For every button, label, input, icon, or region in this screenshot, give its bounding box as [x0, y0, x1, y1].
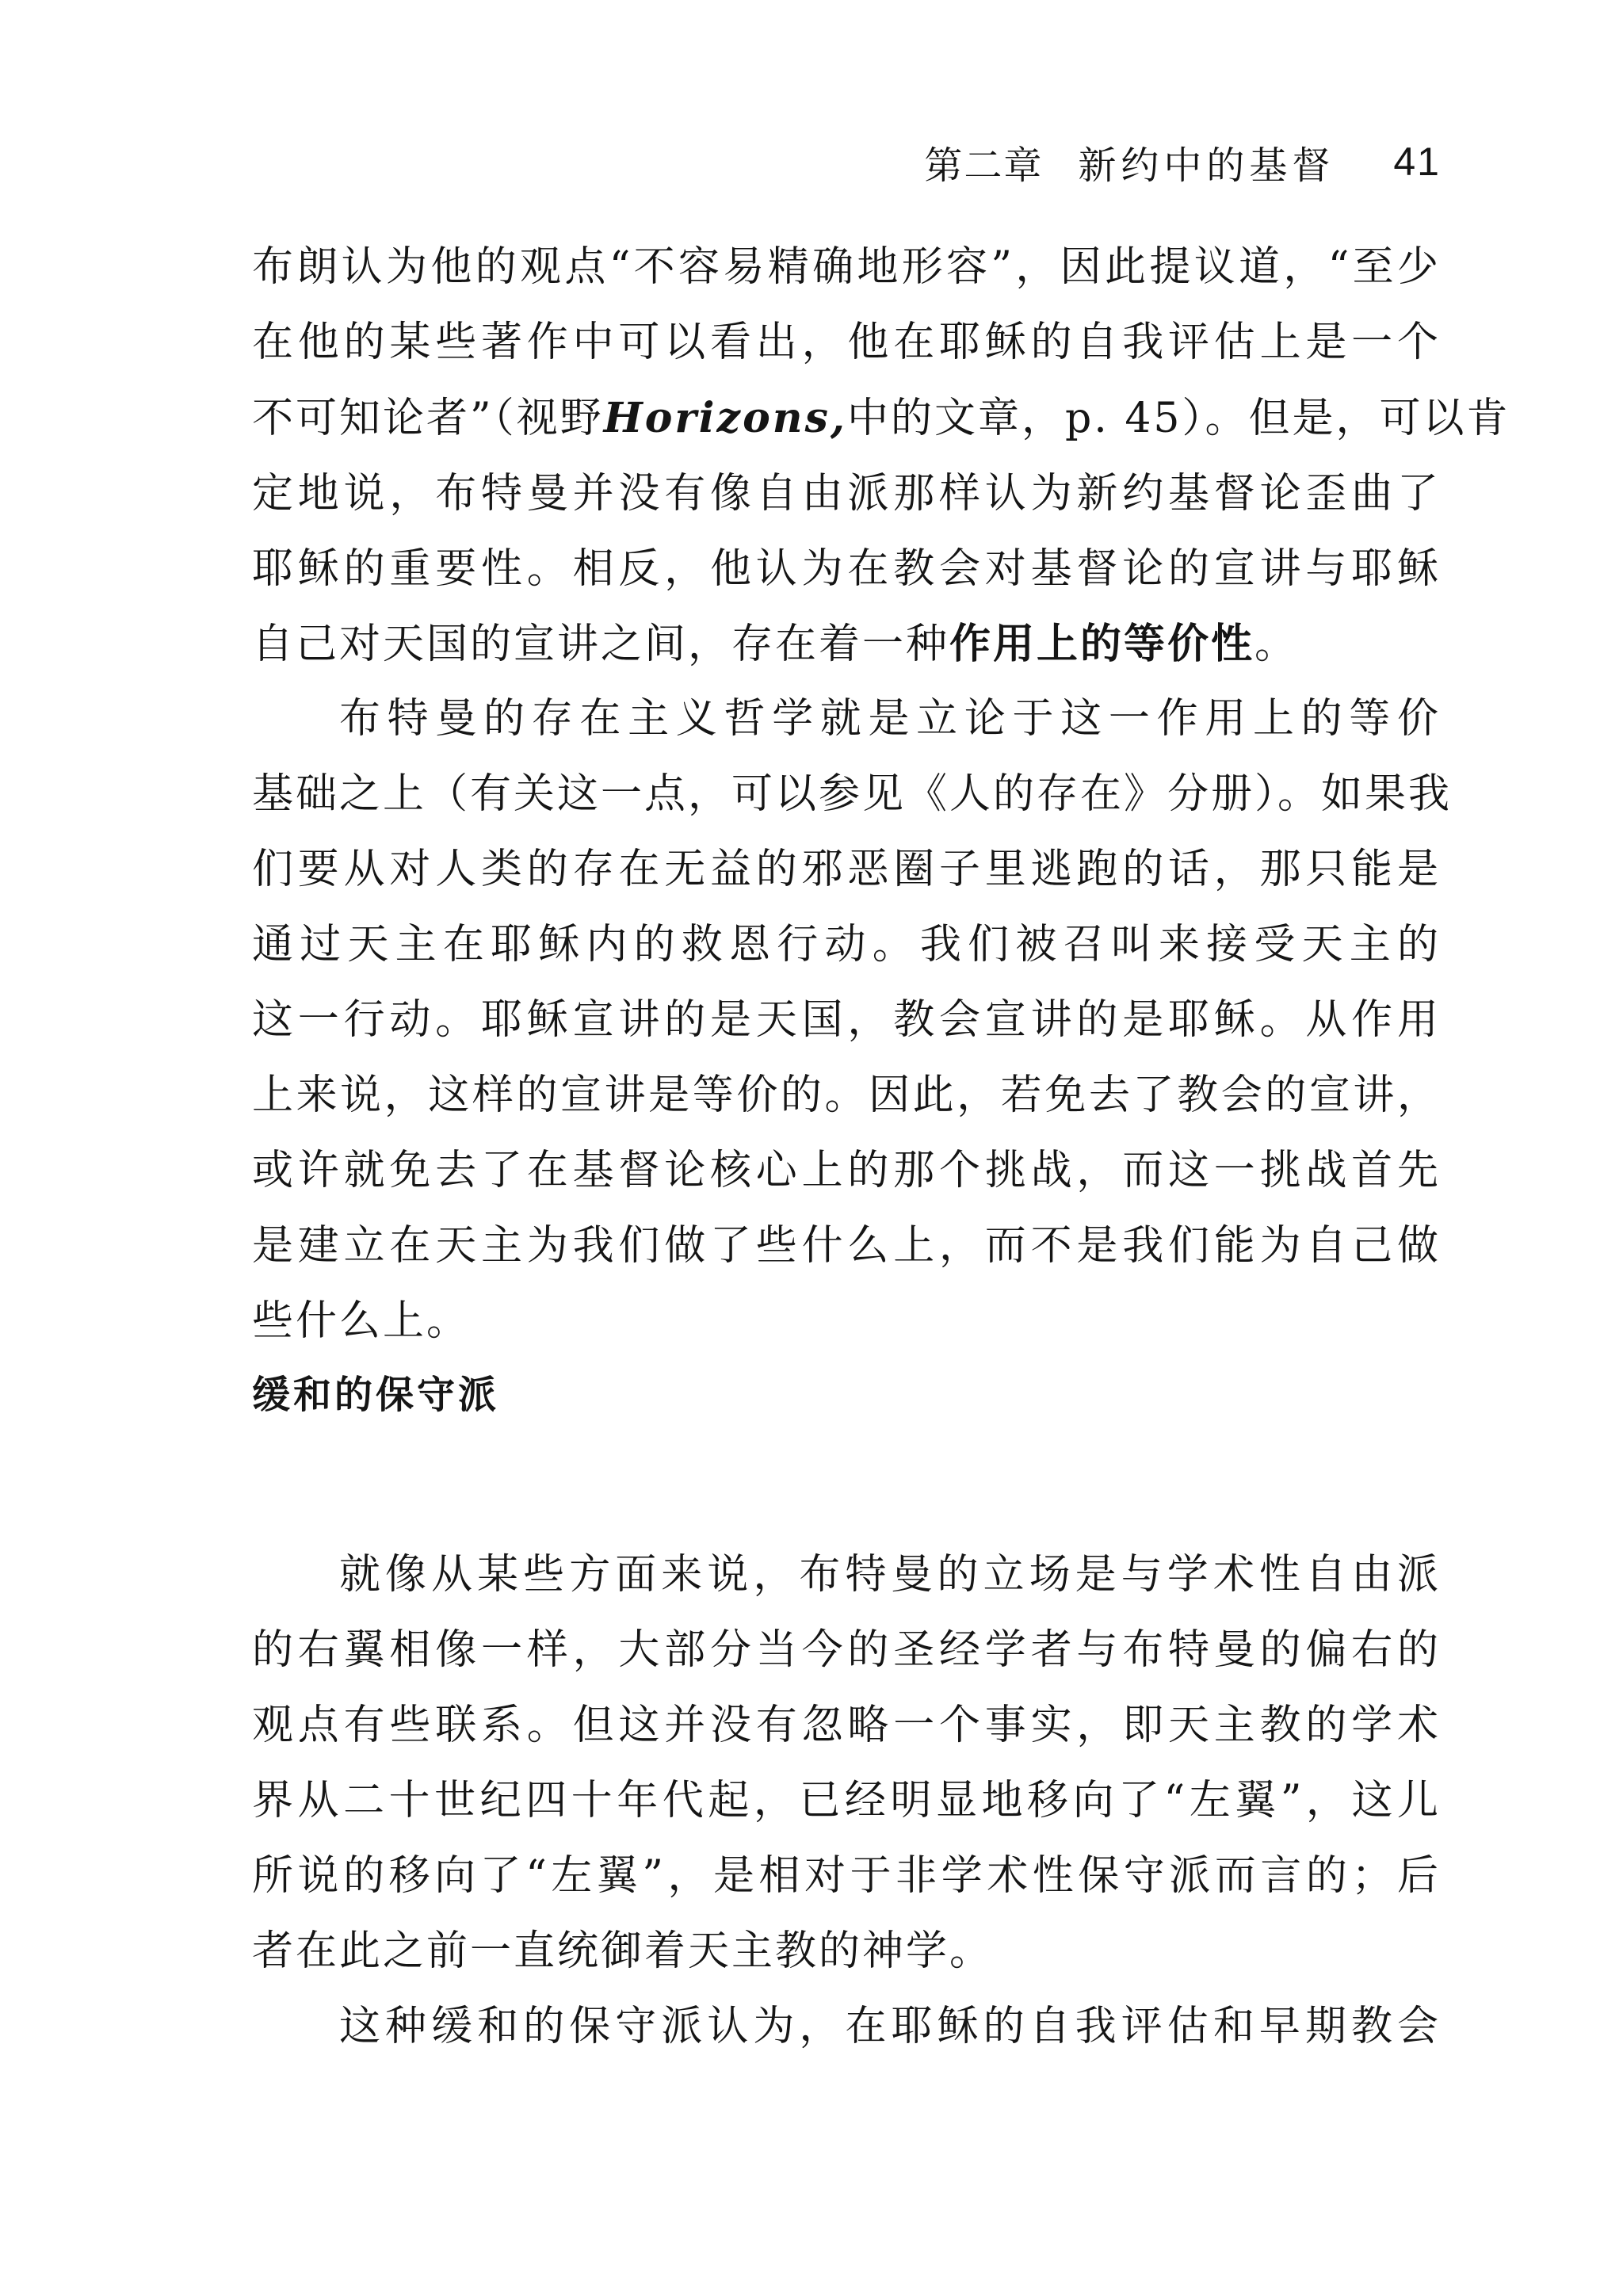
text-line: 上来说，这样的宣讲是等价的。因此，若免去了教会的宣讲，	[252, 1072, 1441, 1119]
text-line: 布特曼的存在主义哲学就是立论于这一作用上的等价	[339, 695, 1441, 743]
section-heading: 缓和的保守派	[252, 1373, 500, 1417]
text-line: 基础之上（有关这一点，可以参见《人的存在》分册）。如果我	[252, 770, 1453, 818]
horizons-title: Horizons,	[603, 394, 847, 442]
text-line: 所说的移向了“左翼”，是相对于非学术性保守派而言的；后	[252, 1852, 1441, 1900]
text-line: 在他的某些著作中可以看出，他在耶稣的自我评估上是一个	[252, 319, 1441, 366]
text-line	[252, 607, 1441, 682]
text-line: 界从二十世纪四十年代起，已经明显地移向了“左翼”，这儿	[252, 1777, 1441, 1824]
text-line: 些什么上。	[252, 1297, 471, 1345]
chapter-label: 第二章	[924, 143, 1044, 188]
running-header	[902, 133, 1441, 190]
text-line: 定地说，布特曼并没有像自由派那样认为新约基督论歪曲了	[252, 470, 1441, 518]
text-line: 就像从某些方面来说，布特曼的立场是与学术性自由派	[339, 1551, 1441, 1599]
text-line: 者在此之前一直统御着天主教的神学。	[252, 1927, 994, 1975]
text-segment: 中的文章，p. 45）。但是，可以肯	[846, 395, 1510, 442]
text-line: 这种缓和的保守派认为，在耶稣的自我评估和早期教会	[339, 2003, 1441, 2050]
text-segment: 自己对天国的宣讲之间，存在着一种	[252, 621, 950, 668]
text-segment: 不可知论者”（视野	[252, 395, 604, 442]
text-line: 这一行动。耶稣宣讲的是天国，教会宣讲的是耶稣。从作用	[252, 996, 1441, 1044]
text-line: 是建立在天主为我们做了些什么上，而不是我们能为自己做	[252, 1222, 1441, 1270]
text-line: 的右翼相像一样，大部分当今的圣经学者与布特曼的偏右的	[252, 1626, 1441, 1674]
text-line: 观点有些联系。但这并没有忽略一个事实，即天主教的学术	[252, 1702, 1441, 1749]
text-line: 通过天主在耶稣内的救恩行动。我们被召叫来接受天主的	[252, 921, 1441, 968]
text-line: 耶稣的重要性。相反，他认为在教会对基督论的宣讲与耶稣	[252, 545, 1441, 593]
text-line: 布朗认为他的观点“不容易精确地形容”，因此提议道，“至少	[252, 243, 1441, 291]
paragraph-existentialism	[252, 682, 1453, 1359]
text-segment: 。	[1254, 621, 1299, 668]
paragraph-moderate-conservatives	[252, 1538, 1441, 1989]
paragraph-brown-agnostic	[252, 230, 1510, 682]
chapter-title: 新约中的基督	[1078, 143, 1335, 188]
page-number: 41	[1393, 139, 1441, 184]
text-line: 们要从对人类的存在无益的邪恶圈子里逃跑的话，那只能是	[252, 846, 1441, 893]
text-line: 或许就免去了在基督论核心上的那个挑战，而这一挑战首先	[252, 1147, 1441, 1194]
paragraph-self-assessment	[252, 1989, 1441, 2065]
emphasized-term: 作用上的等价性	[949, 621, 1255, 668]
text-line	[252, 380, 1510, 457]
